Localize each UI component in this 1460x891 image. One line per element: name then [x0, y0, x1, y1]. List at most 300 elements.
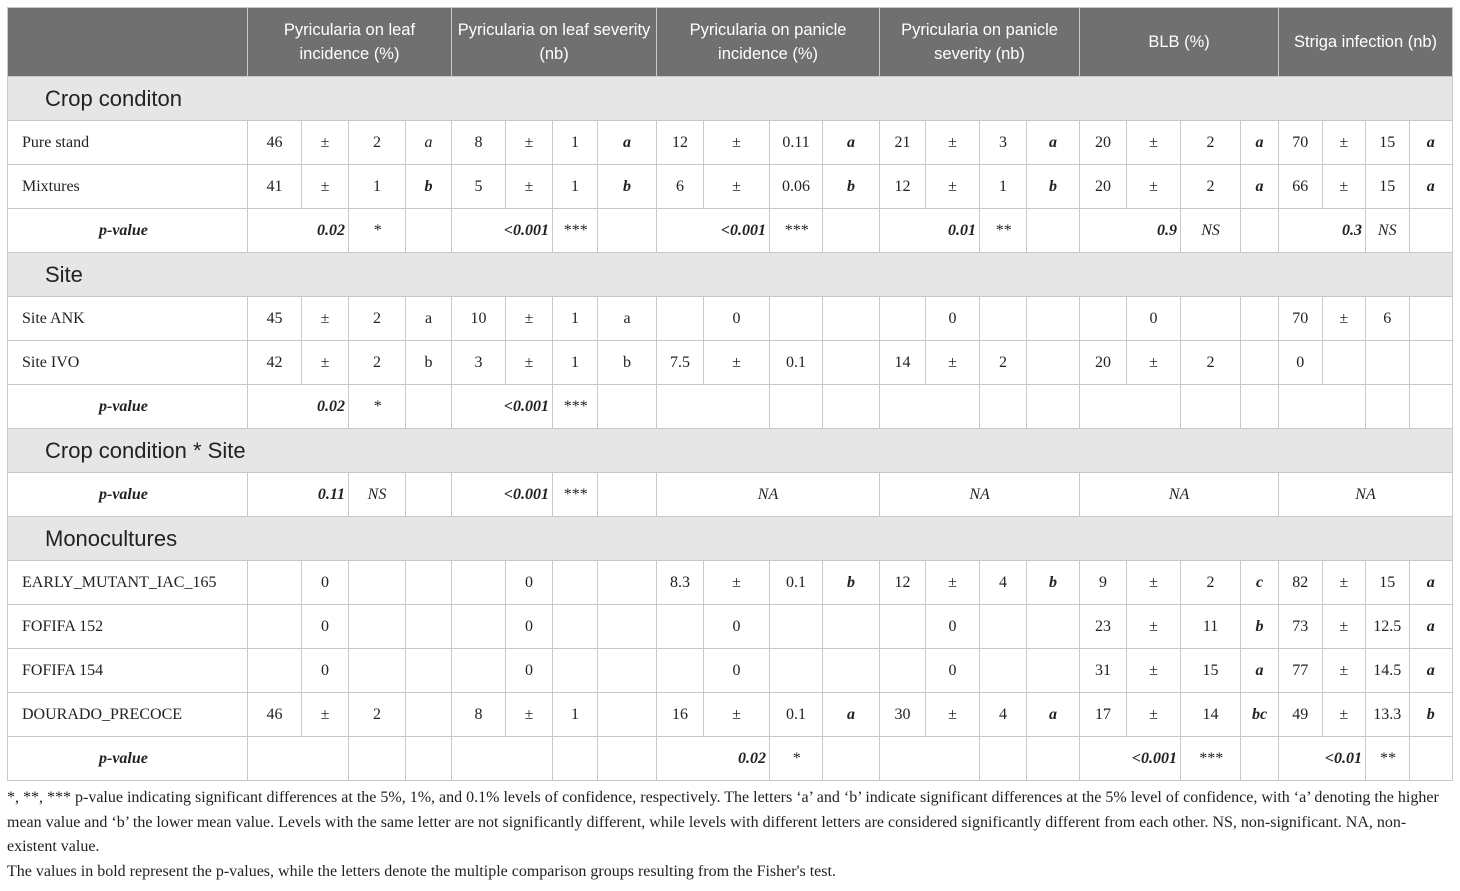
cell-value: 23 — [1080, 605, 1127, 649]
p-value: 0.11 — [248, 473, 349, 517]
p-value: <0.01 — [1279, 737, 1366, 781]
p-value: 0.02 — [248, 209, 349, 253]
cell-empty — [406, 473, 452, 517]
plus-minus: ± — [1322, 165, 1365, 209]
plus-minus: ± — [1127, 341, 1181, 385]
cell-value: 3 — [980, 121, 1027, 165]
p-value-row — [8, 385, 1453, 429]
significance — [1181, 385, 1241, 429]
cell-value: 8 — [452, 121, 506, 165]
cell-value — [770, 605, 823, 649]
plus-minus: ± — [1322, 693, 1365, 737]
group-letter: a — [1241, 649, 1279, 693]
plus-minus: ± — [302, 341, 349, 385]
p-value: 0.02 — [657, 737, 770, 781]
group-letter: a — [406, 297, 452, 341]
group-letter: b — [598, 341, 657, 385]
row-label: FOFIFA 154 — [8, 649, 248, 693]
row-label: Site IVO — [8, 341, 248, 385]
cell-value: 14 — [1181, 693, 1241, 737]
table-row — [8, 165, 1453, 209]
cell-value — [553, 605, 598, 649]
cell-empty — [406, 737, 452, 781]
cell-empty — [823, 209, 880, 253]
cell-value: 2 — [1181, 341, 1241, 385]
section-title: Monocultures — [8, 517, 1453, 561]
row-label: Site ANK — [8, 297, 248, 341]
p-value — [1080, 385, 1181, 429]
cell-value — [657, 605, 704, 649]
cell-value: 0.11 — [770, 121, 823, 165]
p-value-row — [8, 209, 1453, 253]
group-letter — [598, 605, 657, 649]
plus-minus: ± — [302, 121, 349, 165]
cell-value: 2 — [1181, 561, 1241, 605]
cell-value: 0 — [506, 605, 553, 649]
group-letter — [823, 649, 880, 693]
group-letter — [406, 693, 452, 737]
results-table — [7, 7, 1453, 781]
significance: ** — [980, 209, 1027, 253]
cell-empty — [406, 209, 452, 253]
cell-value: 46 — [248, 121, 302, 165]
cell-value — [770, 297, 823, 341]
significance — [980, 385, 1027, 429]
cell-empty — [598, 737, 657, 781]
plus-minus: ± — [1322, 297, 1365, 341]
group-letter — [1241, 297, 1279, 341]
group-letter: a — [1027, 693, 1080, 737]
row-label: p-value — [8, 385, 248, 429]
cell-value: 12 — [657, 121, 704, 165]
p-value: 0.9 — [1080, 209, 1181, 253]
row-label: EARLY_MUTANT_IAC_165 — [8, 561, 248, 605]
group-letter: b — [406, 341, 452, 385]
cell-value — [349, 561, 406, 605]
cell-value: 2 — [1181, 121, 1241, 165]
plus-minus: ± — [704, 561, 770, 605]
plus-minus: ± — [1127, 561, 1181, 605]
group-letter: a — [1409, 605, 1453, 649]
group-letter: b — [406, 165, 452, 209]
cell-value: 30 — [880, 693, 926, 737]
group-letter — [598, 649, 657, 693]
group-letter — [823, 605, 880, 649]
plus-minus: ± — [506, 693, 553, 737]
cell-value: 17 — [1080, 693, 1127, 737]
na-value: NA — [1080, 473, 1279, 517]
p-value: <0.001 — [452, 473, 553, 517]
cell-value: 2 — [980, 341, 1027, 385]
plus-minus: ± — [1127, 693, 1181, 737]
group-letter — [1027, 341, 1080, 385]
section-title: Site — [8, 253, 1453, 297]
cell-value: 15 — [1181, 649, 1241, 693]
plus-minus: ± — [1127, 649, 1181, 693]
footnote-bold-values: The values in bold represent the p-values, while the letters denote the multiple comparison groups resulting from the Fisher's test. — [7, 862, 836, 880]
cell-value: 6 — [657, 165, 704, 209]
significance: NS — [1181, 209, 1241, 253]
group-letter: b — [1027, 165, 1080, 209]
group-letter: b — [1241, 605, 1279, 649]
cell-value — [980, 297, 1027, 341]
group-letter: a — [1409, 121, 1453, 165]
significance: ** — [1366, 737, 1409, 781]
table-row — [8, 297, 1453, 341]
cell-value: 8.3 — [657, 561, 704, 605]
cell-value: 15 — [1366, 561, 1409, 605]
cell-empty — [1241, 385, 1279, 429]
significance: * — [349, 209, 406, 253]
significance: *** — [770, 209, 823, 253]
cell-empty — [598, 385, 657, 429]
table-row — [8, 341, 1453, 385]
cell-value: 2 — [349, 297, 406, 341]
cell-value: 6 — [1366, 297, 1409, 341]
cell-value: 8 — [452, 693, 506, 737]
cell-value: 14 — [880, 341, 926, 385]
p-value: <0.001 — [452, 385, 553, 429]
group-letter — [598, 561, 657, 605]
cell-empty — [1027, 385, 1080, 429]
cell-value — [248, 649, 302, 693]
cell-value: 0.1 — [770, 341, 823, 385]
group-letter: a — [823, 693, 880, 737]
footnote-significance: *, **, *** p-value indicating significant differences at the 5%, 1%, and 0.1% levels of confidence, respectively. The letters ‘a’ and ‘b’ indicate significant differences at the 5% level of confidence, with ‘a’ denoting the higher mean value and ‘b’ the lower mean value. Levels with the same letter are not significantly different, while levels with different letters are considered significantly different from each other. NS, non-significant. NA, non-existent value. — [7, 789, 1439, 855]
plus-minus: ± — [926, 341, 980, 385]
group-letter — [406, 605, 452, 649]
cell-empty — [1409, 385, 1453, 429]
cell-value: 42 — [248, 341, 302, 385]
cell-value: 70 — [1279, 297, 1322, 341]
cell-value — [248, 605, 302, 649]
row-label: Pure stand — [8, 121, 248, 165]
group-letter: a — [598, 121, 657, 165]
group-letter — [823, 297, 880, 341]
p-value-row — [8, 473, 1453, 517]
column-header: Striga infection (nb) — [1279, 8, 1453, 77]
significance — [1366, 385, 1409, 429]
cell-value: 77 — [1279, 649, 1322, 693]
na-value: NA — [1279, 473, 1453, 517]
cell-value: 1 — [553, 121, 598, 165]
cell-value: 20 — [1080, 165, 1127, 209]
group-letter: b — [823, 561, 880, 605]
cell-value: 0 — [704, 605, 770, 649]
group-letter — [598, 693, 657, 737]
cell-value: 9 — [1080, 561, 1127, 605]
p-value: <0.001 — [452, 209, 553, 253]
significance — [553, 737, 598, 781]
cell-value — [1181, 297, 1241, 341]
cell-value: 66 — [1279, 165, 1322, 209]
cell-value: 2 — [1181, 165, 1241, 209]
p-value-row — [8, 737, 1453, 781]
group-letter — [1027, 649, 1080, 693]
cell-value: 46 — [248, 693, 302, 737]
group-letter: c — [1241, 561, 1279, 605]
cell-value: 0 — [506, 561, 553, 605]
cell-value: 3 — [452, 341, 506, 385]
table-row — [8, 605, 1453, 649]
cell-value: 15 — [1366, 165, 1409, 209]
cell-value — [553, 561, 598, 605]
cell-value — [349, 649, 406, 693]
plus-minus: ± — [926, 561, 980, 605]
plus-minus: ± — [926, 693, 980, 737]
significance — [770, 385, 823, 429]
cell-value — [452, 561, 506, 605]
na-value: NA — [657, 473, 880, 517]
plus-minus: ± — [926, 121, 980, 165]
plus-minus: ± — [506, 165, 553, 209]
cell-value: 5 — [452, 165, 506, 209]
significance — [349, 737, 406, 781]
column-header: Pyricularia on leaf incidence (%) — [248, 8, 452, 77]
cell-value: 20 — [1080, 121, 1127, 165]
group-letter — [1027, 605, 1080, 649]
cell-value: 12 — [880, 561, 926, 605]
group-letter: a — [1241, 121, 1279, 165]
section-header-row — [8, 253, 1453, 297]
row-label: FOFIFA 152 — [8, 605, 248, 649]
plus-minus: ± — [506, 121, 553, 165]
cell-value — [657, 297, 704, 341]
group-letter — [1409, 341, 1453, 385]
cell-value: 0.06 — [770, 165, 823, 209]
group-letter: a — [823, 121, 880, 165]
cell-value: 16 — [657, 693, 704, 737]
p-value: <0.001 — [1080, 737, 1181, 781]
column-header: Pyricularia on panicle severity (nb) — [880, 8, 1080, 77]
plus-minus: ± — [1322, 121, 1365, 165]
na-value: NA — [880, 473, 1080, 517]
table-row — [8, 693, 1453, 737]
cell-value: 2 — [349, 341, 406, 385]
plus-minus: ± — [704, 165, 770, 209]
cell-value: 21 — [880, 121, 926, 165]
cell-value — [1080, 297, 1127, 341]
cell-value: 0 — [926, 297, 980, 341]
plus-minus: ± — [302, 693, 349, 737]
plus-minus: ± — [704, 121, 770, 165]
cell-value: 0 — [302, 649, 349, 693]
section-header-row — [8, 429, 1453, 473]
cell-empty — [1409, 209, 1453, 253]
cell-empty — [406, 385, 452, 429]
cell-empty — [598, 209, 657, 253]
cell-value: 0 — [302, 605, 349, 649]
p-value — [1279, 385, 1366, 429]
section-title: Crop conditon — [8, 77, 1453, 121]
p-value: 0.02 — [248, 385, 349, 429]
group-letter: b — [1409, 693, 1453, 737]
significance: * — [770, 737, 823, 781]
cell-value: 1 — [980, 165, 1027, 209]
table-row — [8, 121, 1453, 165]
cell-value: 2 — [349, 121, 406, 165]
significance: NS — [1366, 209, 1409, 253]
cell-value: 15 — [1366, 121, 1409, 165]
cell-value: 0 — [302, 561, 349, 605]
group-letter — [1241, 341, 1279, 385]
cell-value: 1 — [553, 297, 598, 341]
cell-value: 20 — [1080, 341, 1127, 385]
row-label: DOURADO_PRECOCE — [8, 693, 248, 737]
group-letter: a — [1241, 165, 1279, 209]
cell-value — [880, 297, 926, 341]
cell-value: 4 — [980, 561, 1027, 605]
cell-value: 2 — [349, 693, 406, 737]
cell-value: 1 — [349, 165, 406, 209]
cell-value: 0 — [926, 605, 980, 649]
cell-value: 14.5 — [1366, 649, 1409, 693]
group-letter: a — [1027, 121, 1080, 165]
cell-value: 11 — [1181, 605, 1241, 649]
plus-minus: ± — [302, 297, 349, 341]
table-header-row — [8, 8, 1453, 77]
p-value — [248, 737, 349, 781]
cell-value — [248, 561, 302, 605]
significance: *** — [1181, 737, 1241, 781]
plus-minus: ± — [704, 693, 770, 737]
significance: *** — [553, 209, 598, 253]
cell-value: 0 — [506, 649, 553, 693]
cell-value: 0 — [704, 297, 770, 341]
table-row — [8, 561, 1453, 605]
plus-minus: ± — [926, 165, 980, 209]
cell-value: 10 — [452, 297, 506, 341]
cell-value: 82 — [1279, 561, 1322, 605]
plus-minus: ± — [506, 341, 553, 385]
row-label: p-value — [8, 737, 248, 781]
cell-value: 1 — [553, 165, 598, 209]
cell-value: 73 — [1279, 605, 1322, 649]
table-row — [8, 649, 1453, 693]
p-value — [880, 385, 980, 429]
group-letter: a — [598, 297, 657, 341]
cell-value: 1 — [553, 341, 598, 385]
significance: * — [349, 385, 406, 429]
cell-value: 41 — [248, 165, 302, 209]
cell-value: 12 — [880, 165, 926, 209]
row-label: p-value — [8, 209, 248, 253]
plus-minus: ± — [1127, 165, 1181, 209]
p-value — [452, 737, 553, 781]
cell-value — [980, 605, 1027, 649]
cell-value: 13.3 — [1366, 693, 1409, 737]
cell-value: 70 — [1279, 121, 1322, 165]
section-header-row — [8, 77, 1453, 121]
p-value: 0.3 — [1279, 209, 1366, 253]
plus-minus: ± — [1322, 649, 1365, 693]
cell-value: 0 — [926, 649, 980, 693]
group-letter: b — [823, 165, 880, 209]
cell-value: 0 — [704, 649, 770, 693]
plus-minus: ± — [506, 297, 553, 341]
cell-value — [880, 649, 926, 693]
plus-minus: ± — [1127, 121, 1181, 165]
group-letter — [823, 341, 880, 385]
section-header-row — [8, 517, 1453, 561]
cell-value — [553, 649, 598, 693]
cell-value — [770, 649, 823, 693]
cell-empty — [823, 385, 880, 429]
cell-empty — [1409, 737, 1453, 781]
cell-value: 49 — [1279, 693, 1322, 737]
group-letter: a — [1409, 561, 1453, 605]
cell-value: 12.5 — [1366, 605, 1409, 649]
group-letter — [406, 561, 452, 605]
cell-empty — [1241, 737, 1279, 781]
group-letter — [1409, 297, 1453, 341]
group-letter: bc — [1241, 693, 1279, 737]
cell-value — [1366, 341, 1409, 385]
group-letter: b — [598, 165, 657, 209]
cell-value — [349, 605, 406, 649]
significance: *** — [553, 473, 598, 517]
column-header: Pyricularia on panicle incidence (%) — [657, 8, 880, 77]
cell-value — [657, 649, 704, 693]
p-value — [880, 737, 980, 781]
cell-empty — [1241, 209, 1279, 253]
group-letter — [1027, 297, 1080, 341]
p-value: 0.01 — [880, 209, 980, 253]
cell-value: 0 — [1279, 341, 1322, 385]
cell-value: 7.5 — [657, 341, 704, 385]
cell-empty — [598, 473, 657, 517]
cell-value — [980, 649, 1027, 693]
plus-minus: ± — [1322, 605, 1365, 649]
plus-minus: ± — [1322, 561, 1365, 605]
cell-value: 4 — [980, 693, 1027, 737]
cell-empty — [1027, 737, 1080, 781]
group-letter: b — [1027, 561, 1080, 605]
column-header: BLB (%) — [1080, 8, 1279, 77]
cell-value: 31 — [1080, 649, 1127, 693]
plus-minus: ± — [302, 165, 349, 209]
cell-value — [1322, 341, 1365, 385]
p-value: <0.001 — [657, 209, 770, 253]
plus-minus: ± — [1127, 605, 1181, 649]
group-letter — [406, 649, 452, 693]
significance: *** — [553, 385, 598, 429]
group-letter: a — [406, 121, 452, 165]
cell-empty — [1027, 209, 1080, 253]
cell-value — [880, 605, 926, 649]
significance — [980, 737, 1027, 781]
plus-minus: ± — [704, 341, 770, 385]
group-letter: a — [1409, 649, 1453, 693]
p-value — [657, 385, 770, 429]
cell-value: 45 — [248, 297, 302, 341]
significance: NS — [349, 473, 406, 517]
header-row-label — [8, 8, 248, 77]
cell-value: 0.1 — [770, 561, 823, 605]
column-header: Pyricularia on leaf severity (nb) — [452, 8, 657, 77]
cell-empty — [823, 737, 880, 781]
row-label: Mixtures — [8, 165, 248, 209]
cell-value: 0 — [1127, 297, 1181, 341]
cell-value — [452, 649, 506, 693]
table-footnotes — [7, 786, 1453, 884]
row-label: p-value — [8, 473, 248, 517]
section-title: Crop condition * Site — [8, 429, 1453, 473]
cell-value: 1 — [553, 693, 598, 737]
group-letter: a — [1409, 165, 1453, 209]
cell-value: 0.1 — [770, 693, 823, 737]
cell-value — [452, 605, 506, 649]
